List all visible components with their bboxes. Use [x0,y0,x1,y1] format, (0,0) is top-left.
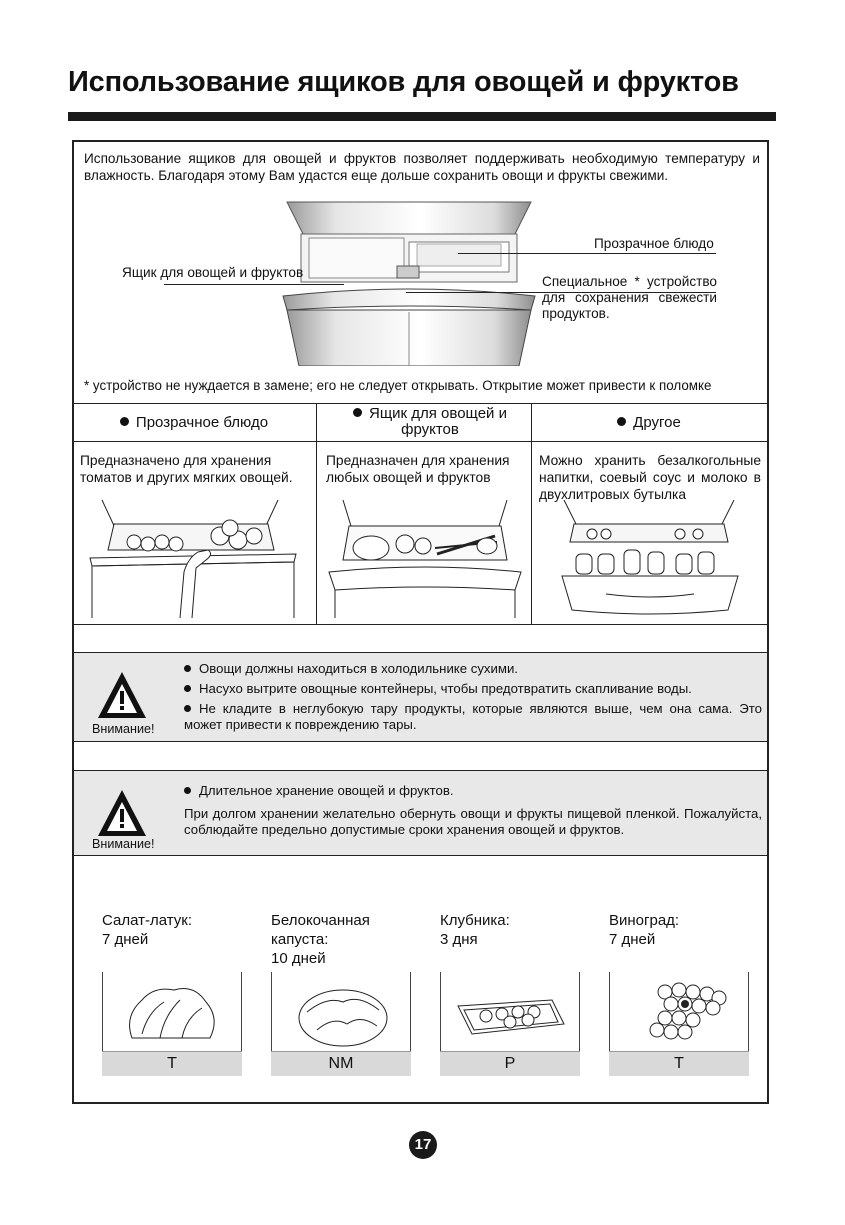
column-heading-other: Другое [534,415,764,431]
callout-line-drawer [164,284,344,285]
page-title: Использование ящиков для овощей и фруктов [68,66,739,98]
warning-bullet: Насухо вытрите овощные контейнеры, чтобы предотвратить скапливание воды. [184,681,762,697]
title-rule [68,112,776,121]
bullet-icon [353,408,362,417]
label-device: Специальное * устройство для сохранения свежести продуктов. [542,274,717,321]
column-text-drawer: Предназначен для хранения любых овощей и фруктов [326,453,510,485]
warning-caption: Внимание! [92,722,155,736]
food-card-grapes [609,972,749,1076]
cabbage-icon [271,972,411,1052]
footnote: * устройство не нуждается в замене; его не следует открывать. Открытие может привести к поломке [84,378,712,393]
food-card-strawberry [440,972,580,1076]
column-divider [316,403,317,624]
storage-cabbage: Белокочанная капуста: 10 дней [271,912,370,967]
column-heading-drawer: Ящик для овощей и фруктов [330,406,530,438]
grapes-icon [609,972,749,1052]
strawberry-box-icon [440,972,580,1052]
divider [74,403,767,404]
page-number: 17 [409,1131,437,1159]
packaging-tag: T [609,1051,749,1076]
packaging-tag: NM [271,1051,411,1076]
warning-caption: Внимание! [92,837,155,851]
lettuce-icon [102,972,242,1052]
intro-text: Использование ящиков для овощей и фруктов позволяет поддерживать необходимую температуру и влажность. Благодаря этому Вам удастся еще дольше сохранить овощи и фрукты свежими. [84,151,760,183]
bullet-icon [617,417,626,426]
column-divider [531,403,532,624]
divider [74,741,767,742]
storage-strawberry: Клубника: 3 дня [440,912,510,948]
column-text-other: Можно хранить безалкогольные напитки, соевый соус и молоко в двухлитровых бутылка [539,453,761,502]
storage-grapes: Виноград: 7 дней [609,912,680,948]
divider [74,441,767,442]
warning-bullet: Не кладите в неглубокую тару продукты, которые являются выше, чем она сама. Это может привести к повреждению тары. [184,701,762,732]
warning-bullet: Длительное хранение овощей и фруктов. [184,783,762,799]
callout-line-clear-tray [458,253,716,254]
tomatoes-tray-illustration [88,498,302,618]
food-card-lettuce [102,972,242,1076]
bottles-drawer-illustration [552,498,748,620]
packaging-tag: P [440,1051,580,1076]
column-text-clear-tray: Предназначено для хранения томатов и других мягких овощей. [80,453,293,485]
food-card-cabbage [271,972,411,1076]
column-heading-clear-tray: Прозрачное блюдо [84,415,304,431]
packaging-tag: T [102,1051,242,1076]
content-frame [72,140,769,1104]
fridge-drawer-illustration [279,200,539,366]
storage-lettuce: Салат-латук: 7 дней [102,912,193,948]
divider [74,652,767,653]
warning-triangle-icon [96,788,148,838]
bullet-icon [120,417,129,426]
divider [74,855,767,856]
vegetables-drawer-illustration [327,498,523,618]
label-clear-tray: Прозрачное блюдо [594,236,714,251]
warning-triangle-icon [96,670,148,720]
divider [74,624,767,625]
warning-bullet: Овощи должны находиться в холодильнике сухими. [184,661,762,677]
warning-text: При долгом хранении желательно обернуть овощи и фрукты пищевой пленкой. Пожалуйста, соблюдайте предельно допустимые сроки хранения овощей и фруктов. [184,806,762,837]
label-drawer: Ящик для овощей и фруктов [122,265,304,280]
